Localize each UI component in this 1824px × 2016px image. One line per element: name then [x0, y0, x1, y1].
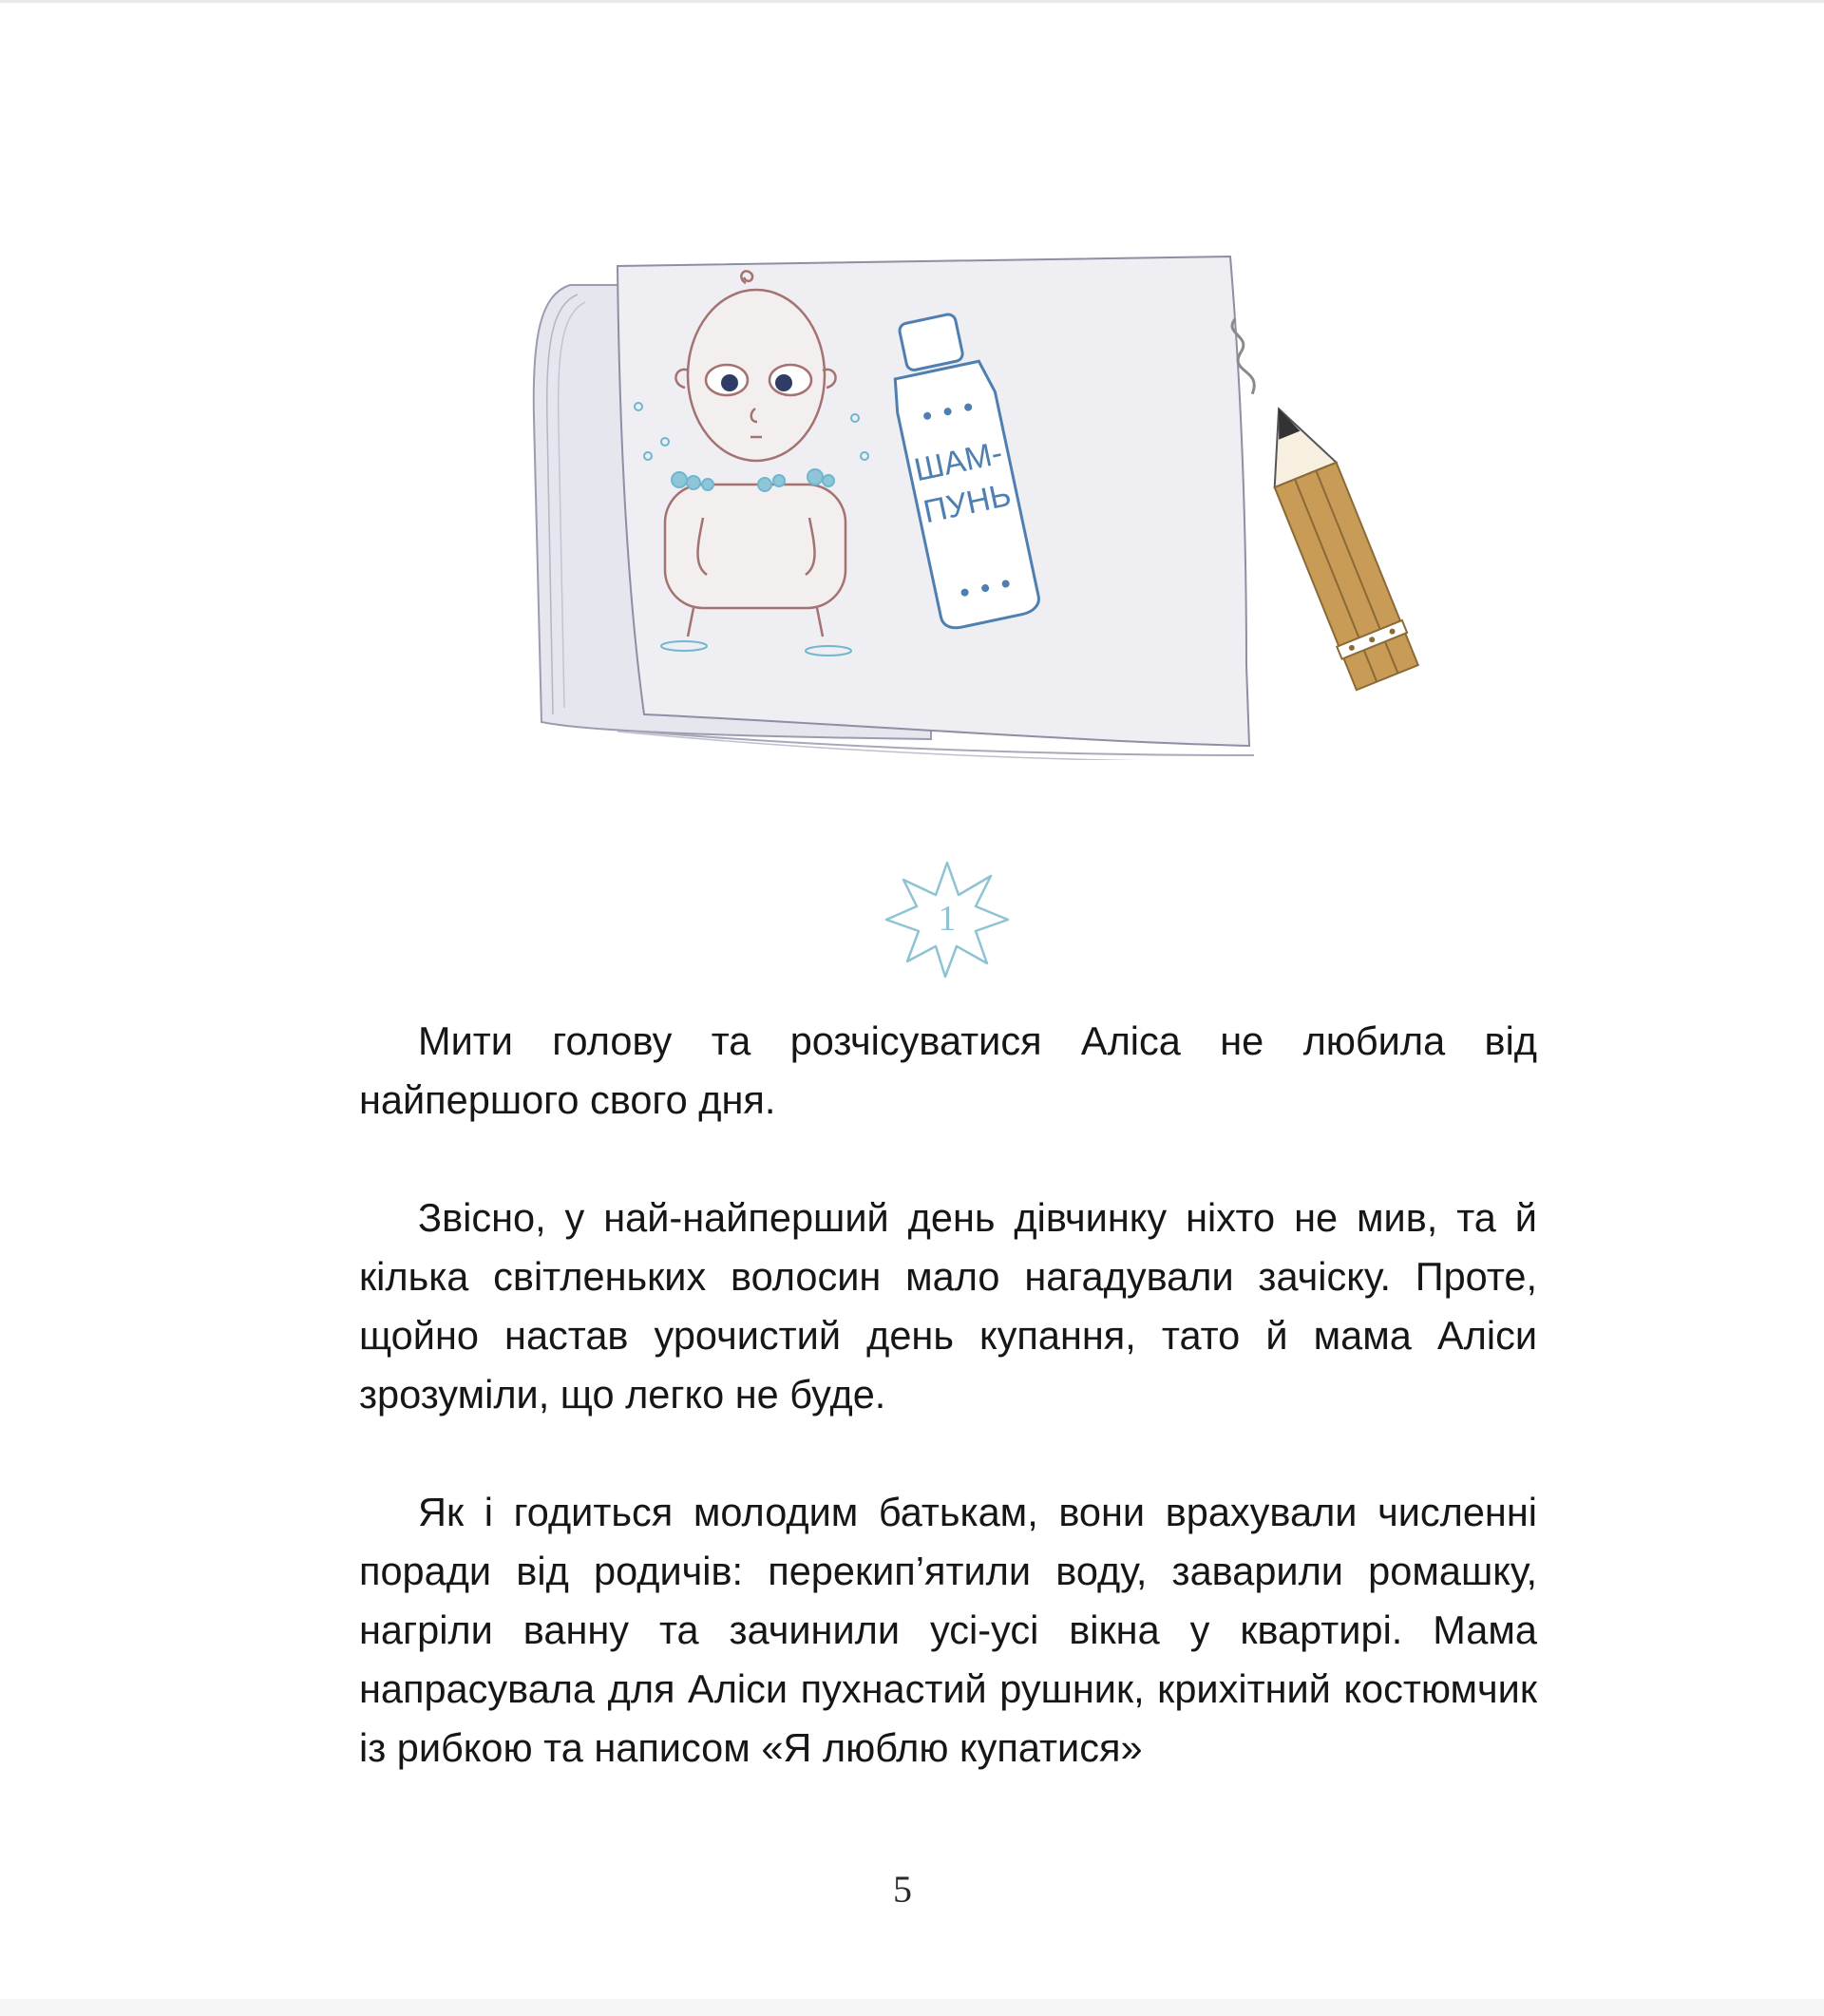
paragraph-3: Як і годиться молодим батькам, вони врахували численні поради від родичів: перекип’ятили воду, заварили ромашку, нагріли ванну та зачинили усі-усі вікна у квартирі. Мама напрасувала для Аліси пухнастий рушник, крихітний костюмчик із рибкою та написом «Я люблю купатися»	[359, 1490, 1537, 1770]
svg-text:ШАМ-: ШАМ-	[911, 434, 1006, 489]
book-illustration	[532, 228, 1482, 760]
body-text	[359, 1012, 1537, 1778]
paragraph-1: Мити голову та розчісуватися Аліса не любила від найпершого свого дня.	[359, 1018, 1537, 1122]
bottom-edge-strip	[0, 1999, 1824, 2016]
paragraph-2: Звісно, у най-найперший день дівчинку ніхто не мив, та й кілька світленьких волосин мало нагадували зачіску. Проте, щойно настав урочистий день купання, тато й мама Аліси зрозуміли, що легко не буде.	[359, 1195, 1537, 1417]
svg-text:ПУНЬ: ПУНЬ	[920, 476, 1015, 531]
top-edge-line	[0, 0, 1824, 3]
page-number: 5	[893, 1868, 912, 1911]
chapter-number-badge	[881, 857, 1014, 980]
chapter-number: 1	[938, 899, 957, 939]
